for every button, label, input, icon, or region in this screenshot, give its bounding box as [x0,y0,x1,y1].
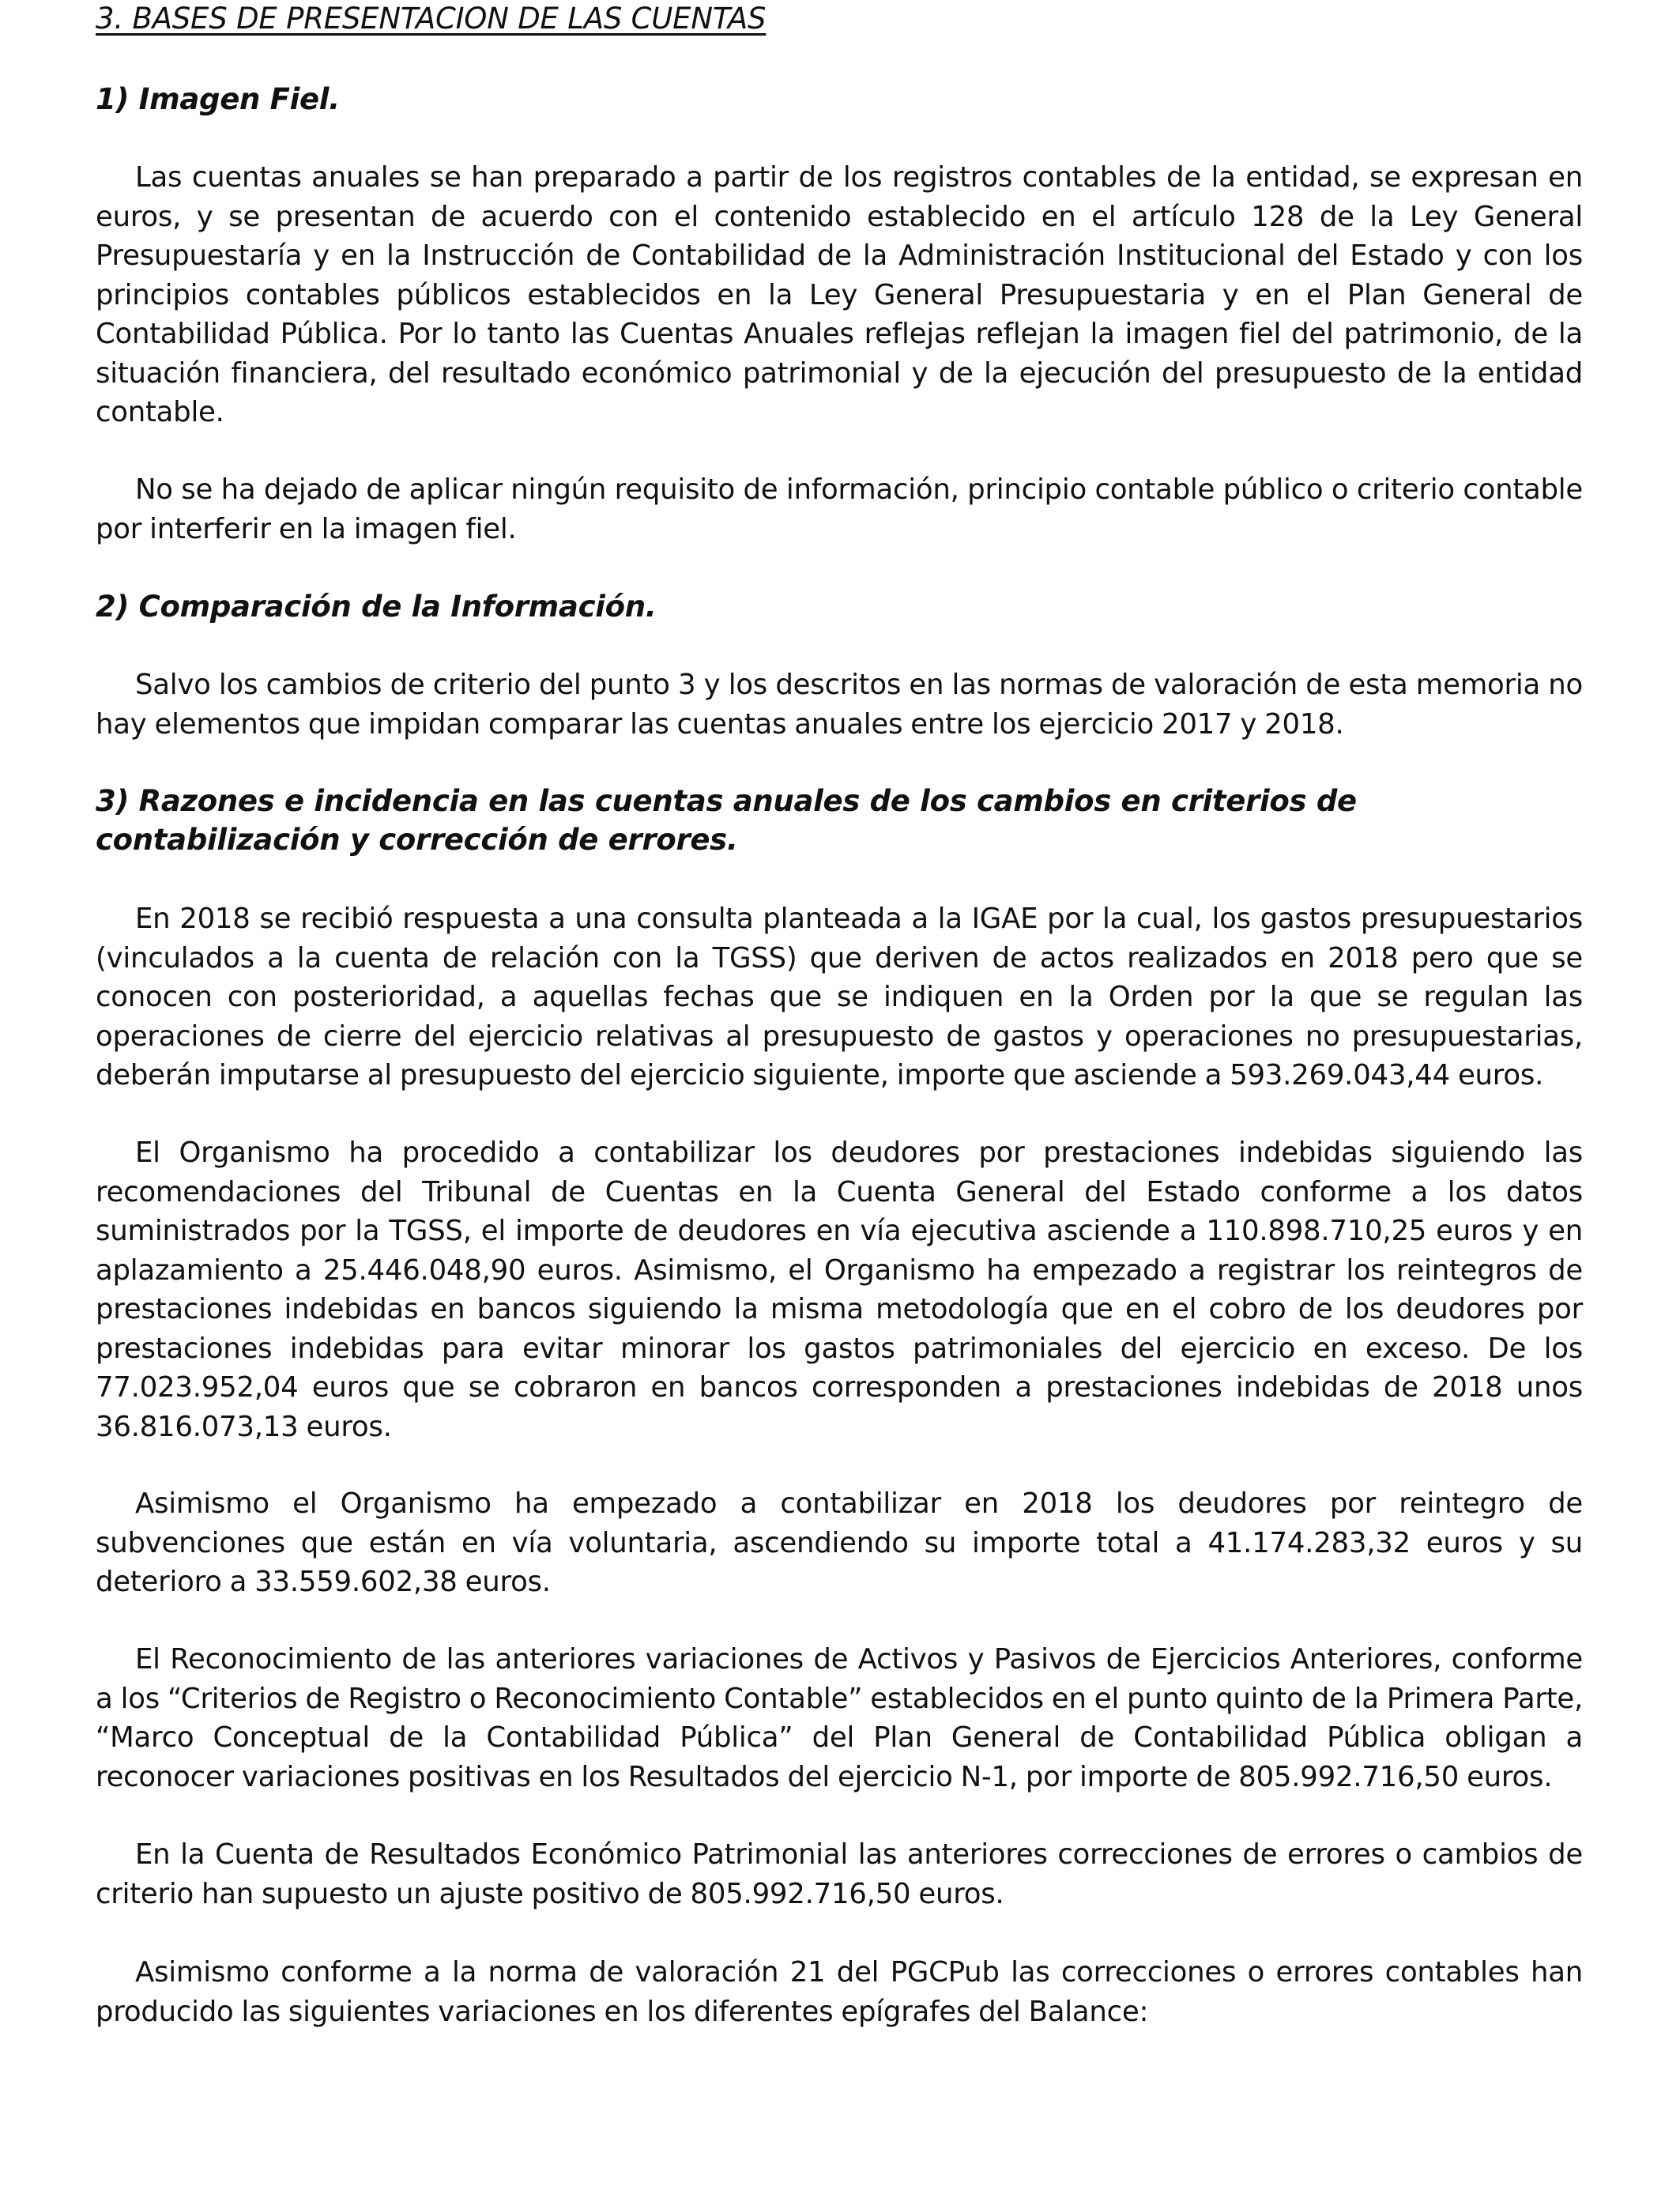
paragraph-imagen-fiel-2: No se ha dejado de aplicar ningún requisito de información, principio contable público o criterio contable por interferir en la imagen fiel. [96,473,1583,545]
section-title: 3. BASES DE PRESENTACION DE LAS CUENTAS [96,2,767,36]
heading-razones-incidencia: 3) Razones e incidencia en las cuentas anuales de los cambios en criterios de contabilización y corrección de errores. [96,784,1357,857]
paragraph-reconocimiento-variaciones: El Reconocimiento de las anteriores variaciones de Activos y Pasivos de Ejercicios Anteriores, conforme a los “Criterios de Registro o Reconocimiento Contable” establecidos en el punto quinto de la Primera Parte, “Marco Conceptual de la Contabilidad Pública” del Plan General de Contabilidad Pública obligan a reconocer variaciones positivas en los Resultados del ejercicio N-1, por importe de 805.992.716,50 euros. [96,1643,1583,1793]
paragraph-imagen-fiel-1: Las cuentas anuales se han preparado a partir de los registros contables de la entidad, se expresan en euros, y se presentan de acuerdo con el contenido establecido en el artículo 128 de la Ley General Presupuestaría y en la Instrucción de Contabilidad de la Administración Institucional del Estado y con los principios contables públicos establecidos en la Ley General Presupuestaria y en el Plan General de Contabilidad Pública. Por lo tanto las Cuentas Anuales reflejas reflejan la imagen fiel del patrimonio, de la situación financiera, del resultado económico patrimonial y de la ejecución del presupuesto de la entidad contable. [96,161,1583,428]
paragraph-deudores-prestaciones: El Organismo ha procedido a contabilizar los deudores por prestaciones indebidas siguiendo las recomendaciones del Tribunal de Cuentas en la Cuenta General del Estado conforme a los datos suministrados por la TGSS, el importe de deudores en vía ejecutiva asciende a 110.898.710,25 euros y en aplazamiento a 25.446.048,90 euros. Asimismo, el Organismo ha empezado a registrar los reintegros de prestaciones indebidas en bancos siguiendo la misma metodología que en el cobro de los deudores por prestaciones indebidas para evitar minorar los gastos patrimoniales del ejercicio en exceso. De los 77.023.952,04 euros que se cobraron en bancos corresponden a prestaciones indebidas de 2018 unos 36.816.073,13 euros. [96,1137,1583,1443]
paragraph-reintegro-subvenciones: Asimismo el Organismo ha empezado a contabilizar en 2018 los deudores por reintegro de subvenciones que están en vía voluntaria, ascendiendo su importe total a 41.174.283,32 euros y su deterioro a 33.559.602,38 euros. [96,1487,1583,1598]
paragraph-variaciones-balance: Asimismo conforme a la norma de valoración 21 del PGCPub las correcciones o errores contables han producido las siguientes variaciones en los diferentes epígrafes del Balance: [96,1956,1583,2028]
heading-imagen-fiel: 1) Imagen Fiel. [96,82,340,116]
paragraph-cuenta-resultados: En la Cuenta de Resultados Económico Patrimonial las anteriores correcciones de errores o cambios de criterio han supuesto un ajuste positivo de 805.992.716,50 euros. [96,1838,1583,1910]
paragraph-comparacion: Salvo los cambios de criterio del punto 3 y los descritos en las normas de valoración de esta memoria no hay elementos que impidan comparar las cuentas anuales entre los ejercicio 2017 y 2018. [96,669,1583,741]
paragraph-consulta-igae: En 2018 se recibió respuesta a una consulta planteada a la IGAE por la cual, los gastos presupuestarios (vinculados a la cuenta de relación con la TGSS) que deriven de actos realizados en 2018 pero que se conocen con posterioridad, a aquellas fechas que se indiquen en la Orden por la que se regulan las operaciones de cierre del ejercicio relativas al presupuesto de gastos y operaciones no presupuestarias, deberán imputarse al presupuesto del ejercicio siguiente, importe que asciende a 593.269.043,44 euros. [96,903,1583,1091]
heading-comparacion: 2) Comparación de la Información. [96,590,657,624]
